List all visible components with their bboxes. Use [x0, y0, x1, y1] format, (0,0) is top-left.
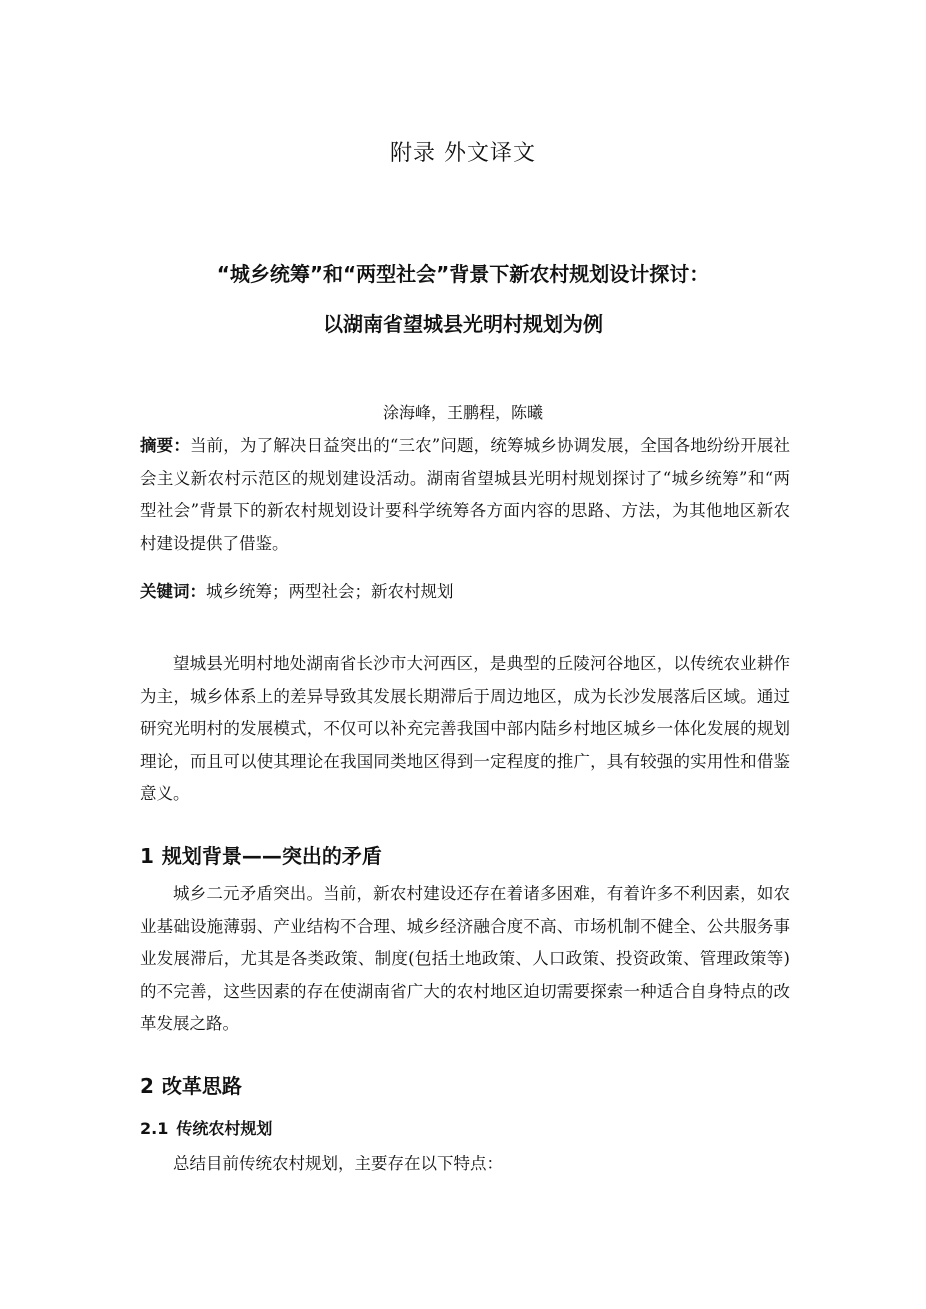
authors: 涂海峰，王鹏程，陈曦: [382, 403, 543, 422]
section-2-title: 改革思路: [161, 1074, 242, 1098]
keywords-text: 城乡统筹；两型社会；新农村规划: [206, 582, 454, 601]
keywords-label: 关键词：: [140, 582, 206, 601]
section-2-number: 2: [140, 1074, 154, 1098]
intro-paragraph: 望城县光明村地处湖南省长沙市大河西区，是典型的丘陵河谷地区，以传统农业耕作为主，城乡体系上的差异导致其发展长期滞后于周边地区，成为长沙发展落后区域。通过研究光明村的发展模式，不仅可以补充完善我国中部内陆乡村地区城乡一体化发展的规划理论，而且可以使其理论在我国同类地区得到一定程度的推广，具有较强的实用性和借鉴意义。: [140, 654, 790, 803]
section-1-heading: [140, 840, 382, 869]
section-2-1-body: 总结目前传统农村规划，主要存在以下特点：: [173, 1154, 503, 1173]
section-1-number: 1: [140, 844, 154, 868]
section-1-body: 城乡二元矛盾突出。当前，新农村建设还存在着诸多困难，有着许多不利因素，如农业基础设施薄弱、产业结构不合理、城乡经济融合度不高、市场机制不健全、公共服务事业发展滞后，尤其是各类政策、制度(包括土地政策、人口政策、投资政策、管理政策等)的不完善，这些因素的存在使湖南省广大的农村地区迫切需要探索一种适合自身特点的改革发展之路。: [140, 884, 790, 1033]
abstract-text: 当前，为了解决日益突出的“三农”问题，统筹城乡协调发展，全国各地纷纷开展社会主义新农村示范区的规划建设活动。湖南省望城县光明村规划探讨了“城乡统筹”和“两型社会”背景下的新农村规划设计要科学统筹各方面内容的思路、方法，为其他地区新农村建设提供了借鉴。: [140, 436, 791, 553]
appendix-title: 附录 外文译文: [390, 141, 536, 166]
section-2-1-title: 传统农村规划: [176, 1119, 273, 1138]
paper-title-line-2: 以湖南省望城县光明村规划为例: [323, 312, 603, 336]
abstract-label: 摘要：: [140, 436, 190, 455]
section-2-1-number: 2.1: [140, 1119, 169, 1138]
section-2-heading: [140, 1070, 242, 1099]
abstract: [140, 430, 790, 560]
keywords: [140, 576, 790, 609]
section-1-title: 规划背景——突出的矛盾: [161, 844, 382, 868]
section-2-1-heading: [140, 1116, 272, 1139]
paper-title-line-1: “城乡统筹”和“两型社会”背景下新农村规划设计探讨：: [216, 262, 710, 286]
